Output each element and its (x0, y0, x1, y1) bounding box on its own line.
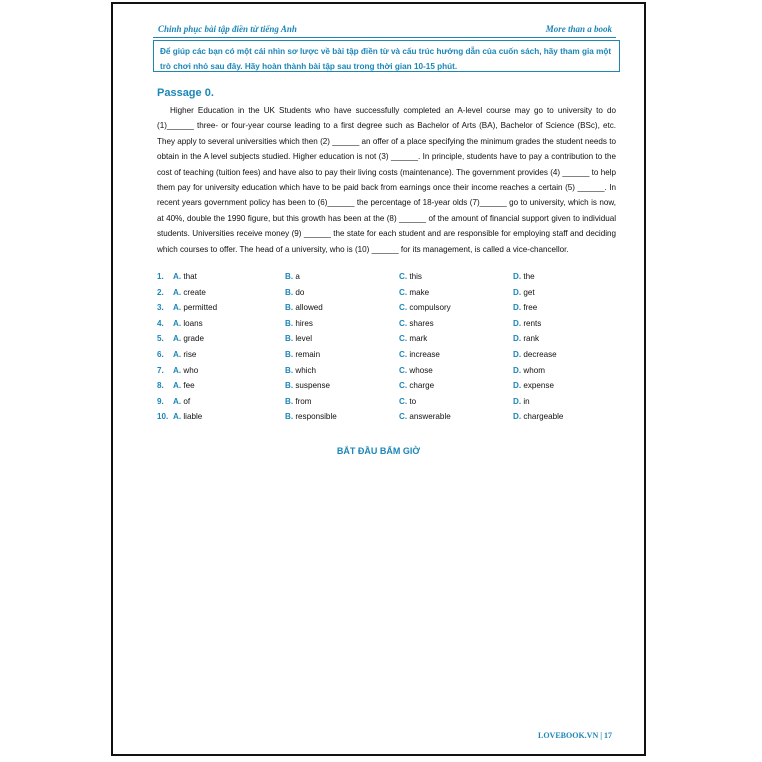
option-letter: A. (173, 381, 182, 391)
option-text: make (409, 287, 430, 297)
answer-option (285, 303, 323, 312)
answer-option (513, 288, 535, 297)
header-tagline: More than a book (545, 24, 612, 34)
option-text: to (409, 396, 417, 406)
option-text: permitted (183, 303, 218, 313)
option-letter: B. (285, 272, 294, 281)
option-letter: C. (399, 412, 408, 422)
option-text: decrease (523, 349, 557, 359)
option-letter: D. (513, 318, 522, 328)
option-letter: C. (399, 396, 408, 406)
answer-option (285, 350, 320, 359)
question-row (157, 288, 617, 304)
option-text: that (183, 272, 197, 281)
question-number: 8. (157, 381, 164, 391)
option-letter: B. (285, 287, 294, 297)
option-text: remain (295, 349, 321, 359)
option-text: hires (295, 318, 313, 328)
option-letter: C. (399, 349, 408, 359)
answer-option (173, 381, 195, 390)
option-text: from (295, 396, 312, 406)
option-text: a (295, 272, 300, 281)
page-footer: LOVEBOOK.VN | 17 (538, 731, 612, 740)
question-number: 6. (157, 349, 164, 359)
answer-option (173, 334, 204, 343)
option-letter: D. (513, 287, 522, 297)
question-number: 4. (157, 318, 164, 328)
passage-title: Passage 0. (157, 87, 214, 99)
answer-option (173, 272, 197, 281)
option-letter: A. (173, 303, 182, 313)
answer-option (173, 397, 190, 406)
option-letter: D. (513, 303, 522, 313)
question-number: 9. (157, 396, 164, 406)
option-text: level (295, 334, 312, 344)
option-letter: C. (399, 272, 408, 281)
option-letter: B. (285, 412, 294, 422)
answer-option (513, 381, 554, 390)
answer-option (513, 319, 541, 328)
option-letter: C. (399, 334, 408, 344)
option-letter: A. (173, 334, 182, 344)
answer-option (399, 272, 422, 281)
option-text: who (183, 365, 199, 375)
answer-option (285, 366, 316, 375)
option-text: loans (183, 318, 203, 328)
option-letter: B. (285, 303, 294, 313)
answer-option (513, 412, 563, 421)
option-letter: A. (173, 287, 182, 297)
answer-option (285, 412, 337, 421)
question-row (157, 319, 617, 335)
option-letter: B. (285, 396, 294, 406)
answer-option (399, 303, 451, 312)
question-number: 7. (157, 365, 164, 375)
option-text: expense (523, 381, 554, 391)
option-text: compulsory (409, 303, 451, 313)
answer-option (399, 319, 434, 328)
answer-option (399, 366, 433, 375)
option-text: in (523, 396, 530, 406)
answer-option (513, 303, 537, 312)
option-letter: A. (173, 365, 182, 375)
answer-option (285, 381, 330, 390)
option-letter: D. (513, 272, 522, 281)
option-text: increase (409, 349, 440, 359)
option-letter: A. (173, 318, 182, 328)
option-letter: C. (399, 303, 408, 313)
option-text: which (295, 365, 317, 375)
option-letter: D. (513, 349, 522, 359)
option-text: do (295, 287, 305, 297)
question-row (157, 272, 617, 288)
option-letter: D. (513, 396, 522, 406)
option-letter: C. (399, 365, 408, 375)
question-row (157, 334, 617, 350)
answer-option (285, 334, 312, 343)
option-letter: D. (513, 365, 522, 375)
answer-options-list (157, 272, 617, 428)
option-text: whom (523, 365, 545, 375)
question-row (157, 412, 617, 428)
option-text: of (183, 396, 191, 406)
option-letter: B. (285, 365, 294, 375)
answer-option (513, 350, 557, 359)
option-letter: B. (285, 381, 294, 391)
question-number: 10. (157, 412, 169, 422)
answer-option (285, 319, 313, 328)
option-letter: D. (513, 381, 522, 391)
option-letter: D. (513, 412, 522, 422)
option-text: rise (183, 349, 197, 359)
option-text: get (523, 287, 535, 297)
answer-option (513, 397, 530, 406)
option-text: the (523, 272, 535, 281)
question-number: 2. (157, 287, 164, 297)
question-row (157, 366, 617, 382)
option-text: this (409, 272, 422, 281)
option-letter: B. (285, 349, 294, 359)
start-timer-label: BẮT ĐẦU BẤM GIỜ (336, 446, 421, 456)
option-text: chargeable (523, 412, 564, 422)
answer-option (399, 397, 416, 406)
question-row (157, 381, 617, 397)
answer-option (399, 350, 440, 359)
option-text: shares (409, 318, 434, 328)
option-letter: B. (285, 318, 294, 328)
option-letter: D. (513, 334, 522, 344)
option-letter: C. (399, 318, 408, 328)
book-page (111, 2, 646, 756)
answer-option (285, 397, 312, 406)
option-letter: A. (173, 349, 182, 359)
header-divider (153, 37, 616, 38)
option-text: suspense (295, 381, 330, 391)
option-letter: A. (173, 412, 182, 422)
answer-option (173, 412, 202, 421)
option-text: allowed (295, 303, 323, 313)
answer-option (285, 288, 304, 297)
answer-option (399, 334, 427, 343)
answer-option (285, 272, 300, 281)
option-text: mark (409, 334, 428, 344)
answer-option (173, 288, 206, 297)
question-number: 3. (157, 303, 164, 313)
option-text: responsible (295, 412, 337, 422)
answer-option (173, 350, 196, 359)
option-letter: B. (285, 334, 294, 344)
option-text: fee (183, 381, 195, 391)
option-letter: C. (399, 287, 408, 297)
answer-option (513, 334, 539, 343)
question-number: 5. (157, 334, 164, 344)
option-text: rents (523, 318, 542, 328)
option-text: liable (183, 412, 203, 422)
answer-option (399, 381, 434, 390)
option-text: whose (409, 365, 433, 375)
question-row (157, 303, 617, 319)
option-text: create (183, 287, 206, 297)
answer-option (513, 366, 545, 375)
option-text: grade (183, 334, 205, 344)
question-row (157, 397, 617, 413)
answer-option (173, 366, 198, 375)
option-text: free (523, 303, 538, 313)
question-row (157, 350, 617, 366)
option-text: answerable (409, 412, 451, 422)
option-text: rank (523, 334, 540, 344)
header-book-title: Chinh phục bài tập điền từ tiếng Anh (158, 24, 297, 34)
passage-text: Higher Education in the UK Students who have successfully completed an A-level course may go to university to do (1)______ three- or four-year course leading to a first degree such as Bachelor of Arts (BA), Bachelor of Science (BSc), etc. They apply to several universities which then (2) ______ an offer of a place specifying the minimum grades the student needs to obtain in the A level subjects studied. Higher education is not (3) ______. In principle, students have to pay a contribution to the cost of teaching (tuition fees) and have also to pay their living costs (maintenance). The government provides (4) ______ to help them pay for university education which have to be paid back from earnings once their income reaches a certain (5) ______. In recent years government policy has been to (6)______ the percentage of 18-year olds (7)______ go to university, which is now, at 40%, double the 1990 figure, but this growth has been at the (8) ______ of the amount of financial support given to individual students. Universities receive money (9) ______ the state for each student and are responsible for employing staff and deciding which courses to offer. The head of a university, who is (10) ______ for its management, is called a vice-chancellor. (157, 106, 616, 254)
answer-option (399, 412, 451, 421)
option-letter: A. (173, 272, 182, 281)
instruction-box: Để giúp các bạn có một cái nhìn sơ lược về bài tập điền từ và cấu trúc hướng dẫn của cuốn sách, hãy tham gia một trò chơi nhỏ sau đây. Hãy hoàn thành bài tập sau trong thời gian 10-15 phút. (153, 40, 620, 72)
answer-option (173, 303, 217, 312)
question-number: 1. (157, 272, 164, 281)
answer-option (399, 288, 429, 297)
option-text: charge (409, 381, 435, 391)
option-letter: A. (173, 396, 182, 406)
answer-option (173, 319, 203, 328)
answer-option (513, 272, 535, 281)
passage-body (157, 103, 616, 257)
option-letter: C. (399, 381, 408, 391)
